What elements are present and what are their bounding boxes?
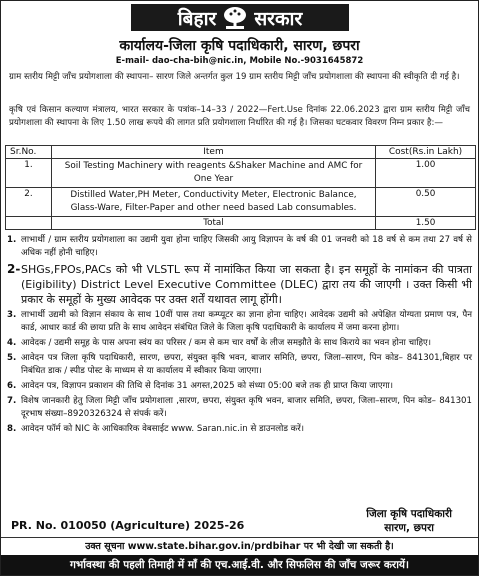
list-item-text: लाभार्थी उद्यमी को विज्ञान संकाय के साथ 10वीं पास तथा कम्प्यूटर का ज्ञाना होना चाहिए। आवेदक उद्यमी को अपेक्षित योग्यता प्रमाण पत्र, पैन कार्ड, आधार कार्ड की छाया प्रति के साथ आवेदन संबंधित जिले के जिला कृषि पदाधिकारी के कार्यालय में जमा करना होगा। [21, 310, 472, 333]
list-item [5, 380, 472, 393]
list-item-text: आवेदन पत्र, विज्ञापन प्रकाशन की तिथि से दिनांक 31 अगस्त,2025 को संध्या 05:00 बजे तक ही प्राप्त किया जाएगा। [21, 381, 393, 391]
cost-table [5, 145, 476, 230]
divider [1, 537, 478, 538]
row-item: Distilled Water,PH Meter, Conductivity Meter, Electronic Balance, Glass-Ware, Filter-Paper and other need based Lab consumables. [52, 188, 376, 217]
list-item-text: आवेदन फॉर्म को NIC के आधिकारिक वेबसाईट www. Saran.nic.in से डाउनलोड करें। [21, 424, 305, 434]
list-item-number: 2- [7, 262, 21, 276]
row-sn: 1. [6, 159, 52, 188]
ministry-paragraph: कृषि एवं किसान कल्याण मंत्रालय, भारत सरकार के पत्रांक–14–33 / 2022—Fert.Use दिनांक 22.06.2023 द्वारा ग्राम स्तरीय मिट्टी जाँच प्रयोगशाला की स्थापना के लिए 1.50 लाख रूपये की लागत प्रति प्रयोगशाला निर्धारित की गई है। जिसका घटकवार विवरण निम्न प्रकार है:— [9, 105, 470, 128]
list-item-number: 1. [7, 235, 17, 245]
conditions-list [5, 234, 472, 438]
row-sn: 2. [6, 188, 52, 217]
row-cost: 1.00 [376, 159, 476, 188]
list-item [5, 309, 472, 335]
total-empty-cell [6, 217, 52, 230]
list-item-text: लाभार्थी / ग्राम स्तरीय प्रयोगशाला का उद्यमी युवा होना चाहिए जिसकी आयु विज्ञापन के वर्ष की 01 जनवरी को 18 वर्ष से कम तथा 27 वर्ष से अधिक नहीं होनी चाहिए। [21, 235, 472, 258]
total-value: 1.50 [376, 217, 476, 230]
list-item-number: 5. [7, 353, 17, 363]
pr-number: PR. No. 010050 (Agriculture) 2025-26 [11, 519, 245, 532]
list-item-number: 7. [7, 396, 17, 406]
list-item-number: 4. [7, 338, 17, 348]
table-row [6, 188, 476, 217]
total-row [6, 217, 476, 230]
office-title: कार्यालय-जिला कृषि पदाधिकारी, सारण, छपरा [119, 38, 360, 54]
signature-block [366, 507, 452, 535]
intro-paragraph: ग्राम स्तरीय मिट्टी जाँच प्रयोगशाला की स्थापना– सारण जिले अन्तर्गत कुल 19 ग्राम स्तरीय मिट्टी जाँच प्रयोगशाला की स्थापना की स्वीकृति दी गई है। [9, 72, 460, 82]
list-item-number: 6. [7, 381, 17, 391]
list-item-text: आवेदक / उद्यमी समूह के पास अपना स्वंय का परिसर / कम से कम चार वर्षों के लीज समझौते के साथ किराये का भवन होना चाहिए। [21, 338, 432, 348]
table-row [6, 159, 476, 188]
health-message-footer: गर्भावस्था की पहली तिमाही में माँ की एच.आई.वी. और सिफलिस की जाँच जरूर करायें। [1, 555, 478, 575]
list-item-text: विशेष जानकारी हेतु जिला मिट्टी जाँच प्रयोगशाला ,सारण, छपरा, संयुक्त कृषि भवन, बाजार समिति, छपरा, जिला–सारण, पिन कोड– 841301 दूरभाष संख्या–8920326324 से संपर्क करें। [21, 396, 472, 419]
header-cost: Cost(Rs.in Lakh) [376, 146, 476, 159]
row-item: Soil Testing Machinery with reagents &Shaker Machine and AMC for One Year [52, 159, 376, 188]
bodhi-tree-emblem-icon [222, 6, 248, 30]
table-header-row [6, 146, 476, 159]
list-item [5, 234, 472, 260]
banner-right-text: सरकार [254, 7, 303, 30]
banner-left-text: बिहार [177, 7, 217, 30]
website-info-line: उक्त सूचना www.state.bihar.gov.in/prdbihar पर भी देखी जा सकती है। [85, 541, 394, 552]
header-item: Item [52, 146, 376, 159]
row-cost: 0.50 [376, 188, 476, 217]
signature-designation: जिला कृषि पदाधिकारी [366, 508, 452, 520]
total-label: Total [52, 217, 376, 230]
list-item [5, 352, 472, 378]
header-sn: Sr.No. [6, 146, 52, 159]
list-item-text: SHGs,FPOs,PACs को भी VLSTL रूप में नामांकित किया जा सकता है। इन समूहों के नामांकन की पात्रता (Eigibility) District Level Executive Committee (DLEC) द्वारा तय की जाएगी । उक्त किसी भी प्रकार के समूहों के मुख्य आवेदक पर उक्त शर्तें यथावत लागू होंगी। [21, 263, 472, 306]
govt-banner [131, 4, 349, 31]
list-item [5, 423, 472, 436]
list-item-text: आवेदन पत्र जिला कृषि पदाधिकारी, सारण, छपरा, संयुक्त कृषि भवन, बाजार समिति, छपरा, जिला–सारण, पिन कोड– 841301,बिहार पर निबंधित डाक / स्पीड पोस्ट के माध्यम से या कार्यालय में स्वीकार किया जाएगा। [21, 353, 472, 376]
contact-line: E-mail- dao-cha-bih@nic.in, Mobile No.-9031645872 [115, 56, 364, 66]
list-item [5, 337, 472, 350]
list-item-number: 3. [7, 310, 17, 320]
signature-location: सारण, छपरा [384, 522, 434, 534]
list-item [5, 395, 472, 421]
list-item [5, 262, 472, 307]
list-item-number: 8. [7, 424, 17, 434]
